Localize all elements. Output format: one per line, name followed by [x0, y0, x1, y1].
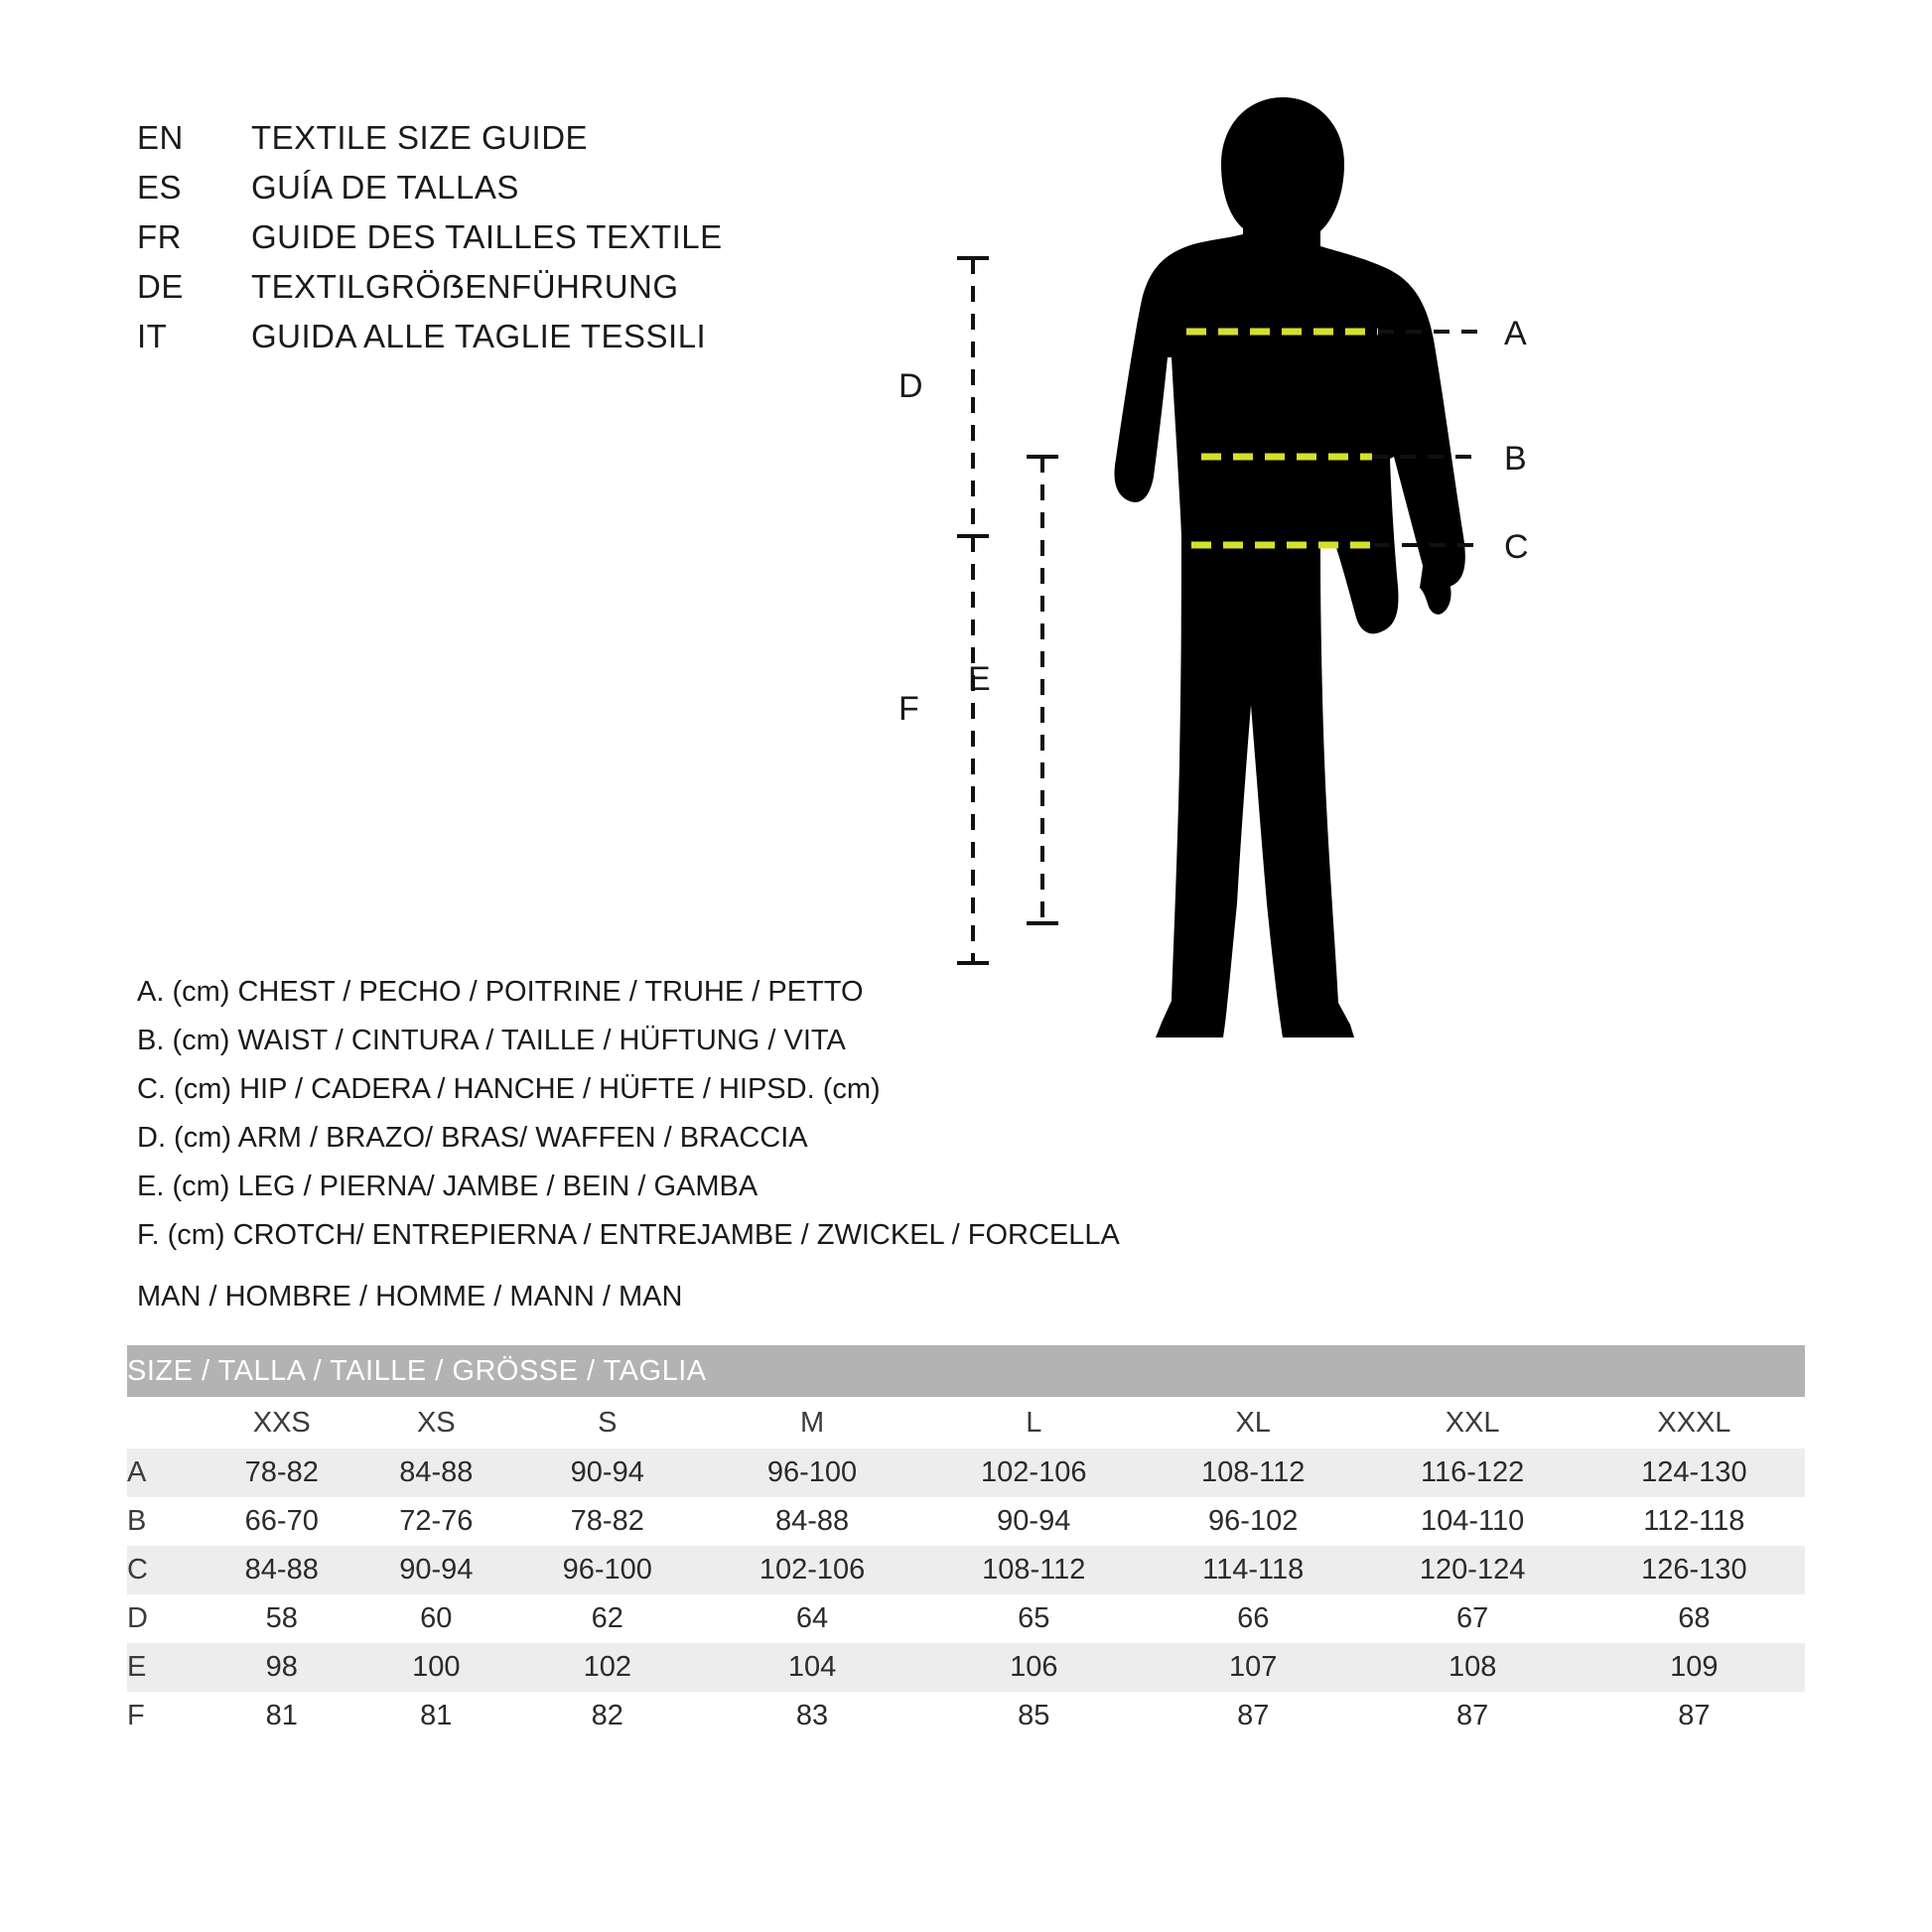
legend-item-a: A. (cm) CHEST / PECHO / POITRINE / TRUHE / PETTO	[137, 976, 864, 1008]
cell: 62	[591, 1602, 623, 1634]
cell: 72-76	[399, 1505, 474, 1537]
title-row	[137, 268, 723, 318]
size-table	[127, 1345, 1805, 1740]
cell: 90-94	[359, 1546, 514, 1594]
row-label-a: A	[127, 1449, 205, 1497]
cell: 102-106	[923, 1449, 1145, 1497]
size-header-xs: XS	[359, 1397, 514, 1449]
cell: 66	[1237, 1602, 1270, 1634]
cell: 100	[359, 1643, 514, 1692]
measurement-legend	[137, 968, 1120, 1260]
cell: 116-122	[1362, 1449, 1584, 1497]
cell: 64	[795, 1602, 829, 1634]
cell: 104	[701, 1643, 922, 1692]
cell: 98	[205, 1643, 359, 1692]
title-lang-code: EN	[137, 119, 184, 156]
cell: 106	[923, 1643, 1145, 1692]
cell: 90-94	[513, 1449, 701, 1497]
legend-item-f: F. (cm) CROTCH/ ENTREPIERNA / ENTREJAMBE / ZWICKEL / FORCELLA	[137, 1219, 1120, 1251]
cell: 66-70	[244, 1505, 319, 1537]
cell: 108	[1362, 1643, 1584, 1692]
cell: 81	[420, 1700, 453, 1731]
cell: 126-130	[1584, 1546, 1805, 1594]
row-label-b: B	[127, 1505, 147, 1537]
cell: 58	[265, 1602, 298, 1634]
marker-label-a: A	[1504, 315, 1527, 352]
table-row	[127, 1546, 1805, 1594]
cell: 84-88	[774, 1505, 850, 1537]
sizes-row-corner	[127, 1397, 205, 1449]
cell: 68	[1678, 1602, 1711, 1634]
table-header-row	[127, 1345, 1805, 1397]
cell: 78-82	[205, 1449, 359, 1497]
legend-item-d: D. (cm) ARM / BRAZO/ BRAS/ WAFFEN / BRACCIA	[137, 1122, 808, 1154]
size-header-xl: XL	[1145, 1397, 1362, 1449]
table-row	[127, 1449, 1805, 1497]
title-row	[137, 119, 723, 169]
cell: 81	[265, 1700, 298, 1731]
dimension-label-e: E	[968, 660, 991, 698]
cell: 109	[1584, 1643, 1805, 1692]
title-lang-code: FR	[137, 218, 182, 255]
title-lang-code: IT	[137, 318, 168, 354]
cell: 78-82	[570, 1505, 644, 1537]
cell: 96-100	[513, 1546, 701, 1594]
cell: 102	[513, 1643, 701, 1692]
title-row	[137, 169, 723, 218]
row-label-f: F	[127, 1700, 145, 1731]
cell: 84-88	[205, 1546, 359, 1594]
cell: 120-124	[1362, 1546, 1584, 1594]
cell: 85	[1018, 1700, 1050, 1731]
cell: 96-100	[701, 1449, 922, 1497]
dimension-label-f: F	[898, 690, 919, 728]
cell: 102-106	[701, 1546, 922, 1594]
row-label-c: C	[127, 1546, 205, 1594]
size-header-xxxl: XXXL	[1584, 1397, 1805, 1449]
dimension-label-d: D	[898, 367, 923, 405]
legend-item-b: B. (cm) WAIST / CINTURA / TAILLE / HÜFTUNG / VITA	[137, 1025, 846, 1056]
man-silhouette-icon	[1115, 97, 1465, 1037]
table-sizes-row	[127, 1397, 1805, 1449]
dimension-e	[968, 457, 1058, 923]
title-text: GUÍA DE TALLAS	[251, 169, 519, 206]
cell: 87	[1678, 1700, 1711, 1731]
table-row	[127, 1692, 1805, 1740]
title-text: GUIDE DES TAILLES TEXTILE	[251, 218, 723, 255]
table-header-title: SIZE / TALLA / TAILLE / GRÖSSE / TAGLIA	[127, 1345, 1805, 1397]
table-row	[127, 1643, 1805, 1692]
marker-label-b: B	[1504, 440, 1527, 478]
legend-item-c: C. (cm) HIP / CADERA / HANCHE / HÜFTE / HIPSD. (cm)	[137, 1073, 881, 1105]
cell: 90-94	[997, 1505, 1071, 1537]
cell: 82	[591, 1700, 623, 1731]
table-row	[127, 1497, 1805, 1546]
title-row	[137, 218, 723, 268]
size-header-xxl: XXL	[1362, 1397, 1584, 1449]
cell: 84-88	[359, 1449, 514, 1497]
table-row	[127, 1594, 1805, 1643]
title-lang-code: ES	[137, 169, 183, 206]
title-row	[137, 318, 723, 367]
size-header-m: M	[701, 1397, 922, 1449]
title-block	[137, 119, 723, 367]
cell: 65	[1018, 1602, 1050, 1634]
cell: 114-118	[1145, 1546, 1362, 1594]
cell: 124-130	[1584, 1449, 1805, 1497]
gender-label: MAN / HOMBRE / HOMME / MANN / MAN	[137, 1281, 683, 1312]
cell: 96-102	[1208, 1505, 1299, 1537]
cell: 112-118	[1643, 1505, 1745, 1537]
cell: 107	[1145, 1643, 1362, 1692]
size-header-l: L	[923, 1397, 1145, 1449]
dimension-d	[898, 258, 989, 536]
marker-label-c: C	[1504, 528, 1529, 566]
size-header-xxs: XXS	[205, 1397, 359, 1449]
row-label-e: E	[127, 1643, 205, 1692]
cell: 87	[1456, 1700, 1489, 1731]
cell: 108-112	[1145, 1449, 1362, 1497]
row-label-d: D	[127, 1602, 148, 1634]
cell: 67	[1456, 1602, 1489, 1634]
cell: 83	[795, 1700, 829, 1731]
cell: 87	[1237, 1700, 1270, 1731]
body-measurement-diagram	[898, 69, 1886, 1241]
cell: 108-112	[923, 1546, 1145, 1594]
size-header-s: S	[513, 1397, 701, 1449]
legend-item-e: E. (cm) LEG / PIERNA/ JAMBE / BEIN / GAMBA	[137, 1171, 759, 1202]
cell: 60	[420, 1602, 453, 1634]
title-text: TEXTILGRÖẞENFÜHRUNG	[251, 268, 679, 305]
dimension-f	[898, 536, 989, 963]
title-lang-code: DE	[137, 268, 184, 305]
title-text: GUIDA ALLE TAGLIE TESSILI	[251, 318, 707, 354]
cell: 104-110	[1420, 1505, 1525, 1537]
title-text: TEXTILE SIZE GUIDE	[251, 119, 589, 156]
